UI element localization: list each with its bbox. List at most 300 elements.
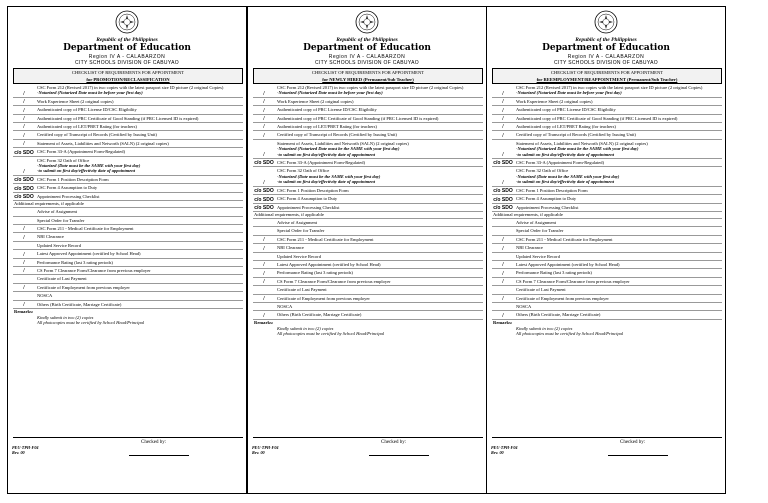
requirement-row [253,159,483,167]
csdo-mark: c/o SDO [493,204,513,211]
requirement-text: Certified copy of Transcript of Records (Certified by Issuing Unit) [277,132,397,138]
deped-seal-icon [355,10,379,34]
additional-row [253,261,483,269]
remarks-line-2: All photocopies must be certified by School Head/Principal [277,331,385,337]
check-mark: / [502,270,504,277]
additional-text: Updated Service Record [277,253,321,259]
requirement-row [253,204,483,212]
additional-row [253,311,483,319]
csdo-mark: c/o SDO [254,196,274,203]
additional-row [13,267,243,275]
additional-text: Performance Rating (last 3 rating periods) [37,259,113,265]
deped-seal-icon [594,10,618,34]
requirement-row [13,123,243,131]
check-mark: / [23,116,25,123]
requirement-text: CSC Form 212 (Revised 2017) in two copies with the latest passport size ID picture (2 original Copies) [516,85,703,90]
remarks-line-1: Kindly submit in two (2) copies [277,325,334,331]
requirement-row [253,131,483,139]
requirement-row [492,140,722,159]
check-mark: / [502,90,504,97]
requirement-text: Appointment Processing Checklist [37,193,100,199]
requirement-text-block [37,157,243,175]
additional-heading: Additional requirements, if applicable [253,212,483,219]
requirement-text-block [516,204,722,211]
csdo-mark: c/o SDO [14,194,34,201]
form-code [12,445,39,455]
requirement-row [253,106,483,114]
additional-row [13,208,243,216]
additional-text: Performance Rating (last 3 rating periods) [277,270,353,276]
check-mark: / [23,251,25,258]
requirement-note: -Notarized (Notarized Date must be before your first day) [37,90,143,96]
requirement-subnote: -to submit on first day/effectivity date of appointment [37,168,136,174]
requirement-text: Authenticated copy of PRC License ID/CSC Eligibility [37,107,137,113]
requirement-text-block [277,159,483,166]
additional-row [492,227,722,235]
requirement-row [253,195,483,203]
additional-row [253,236,483,244]
requirement-text: Authenticated copy of LET/PBET Rating (for teachers) [37,124,137,130]
additional-text: Advise of Assignment [277,219,317,225]
check-mark: / [263,262,265,269]
requirement-note: -Notarized (Notarized Date must be before your first day) [277,90,383,96]
requirement-row [492,115,722,123]
checklist-sheet-reemployment [486,6,726,494]
requirement-note: -Notarized (Notarized Date must be the SAME with your first day) [516,146,639,152]
requirement-text: Work Experience Sheet (2 original copies) [37,98,114,104]
requirements-list [492,84,722,337]
additional-text: Special Order for Transfer [277,228,325,234]
requirement-text-block [516,106,722,113]
additional-text: CSC Form 211 - Medical Certificate for Employment [516,236,613,242]
requirement-row [492,187,722,195]
check-mark: / [263,245,265,252]
requirement-row [13,84,243,98]
requirement-text: CSC Form 32 Oath of Office [516,168,569,174]
requirement-text: CSC Form 212 (Revised 2017) in two copies with the latest passport size ID picture (2 original Copies) [37,85,224,90]
requirement-row [253,167,483,186]
checklist-heading [13,68,243,84]
additional-text: Updated Service Record [516,253,560,259]
requirement-text-block [37,140,243,147]
requirement-text-block [277,123,483,130]
checklist-heading [492,68,722,84]
additional-row [13,233,243,241]
additional-row [492,253,722,261]
additional-text: NOSCA [37,293,53,299]
additional-text: Advise of Assignment [516,219,556,225]
additional-text: CS Form 7 Clearance Form/Clearance from previous employer [516,278,630,284]
additional-row [13,225,243,233]
additional-row [253,227,483,235]
check-mark: / [263,99,265,106]
check-mark: / [23,226,25,233]
requirement-text: Authenticated copy of PRC License ID/CSC Eligibility [516,107,616,113]
check-mark: / [502,279,504,286]
requirement-subnote: -to submit on first day/effectivity date of appointment [516,179,615,185]
requirement-note: -Notarized (Notarized Date must be before your first day) [516,90,622,96]
requirement-row [253,84,483,98]
remarks-line-1: Kindly submit in two (2) copies [37,314,94,320]
check-mark: / [502,179,504,186]
requirement-row [492,106,722,114]
check-mark: / [23,90,25,97]
requirement-row [253,115,483,123]
check-mark: / [263,279,265,286]
requirement-text: Work Experience Sheet (2 original copies) [516,98,593,104]
additional-text: Others (Birth Certificate, Marriage Certificate) [516,312,601,318]
additional-row [253,244,483,252]
additional-row [253,286,483,294]
additional-text: CS Form 7 Clearance Form/Clearance from previous employer [37,267,151,273]
check-mark: / [23,301,25,308]
csdo-mark: c/o SDO [254,204,274,211]
checklist-subtitle: for REEMPLOYMENT/REAPPOINTMENT (Permanent/Sub Teacher) [536,77,678,82]
checklist-title: CHECKLIST OF REQUIREMENTS FOR APPOINTMENT [71,70,185,75]
region-line: Region IV A - CALABARZON [328,54,406,60]
csdo-mark: c/o SDO [14,177,34,184]
csdo-mark: c/o SDO [493,160,513,167]
requirement-row [253,140,483,159]
requirement-text-block [37,148,243,155]
requirement-text: Authenticated copy of PRC Certificate of Good Standing (if PRC Licensed ID is expired) [516,115,678,121]
region-line: Region IV A - CALABARZON [88,54,166,60]
requirement-row [13,193,243,201]
additional-row [13,275,243,283]
remarks-line-2: All photocopies must be certified by School Head/Principal [37,320,145,326]
check-mark: / [502,107,504,114]
check-mark: / [263,124,265,131]
form-revision: Rev. 00 [12,450,25,455]
check-mark: / [23,168,25,175]
requirement-row [13,148,243,156]
additional-text: Certificate of Employment from previous employer [37,284,130,290]
additional-text: Latest Approved Appointment (certified by School Head) [516,261,620,267]
form-code [252,445,279,455]
requirement-text-block [516,131,722,138]
requirement-row [492,204,722,212]
requirement-text-block [277,140,483,158]
requirement-text-block [277,115,483,122]
requirement-text: CSC Form 33-A (Appointment Form-Regulated) [37,149,125,155]
check-mark: / [502,116,504,123]
republic-line: Republic of the Philippines [96,37,158,43]
requirement-text-block [37,106,243,113]
check-mark: / [23,285,25,292]
region-line: Region IV A - CALABARZON [567,54,645,60]
requirement-text: Certified copy of Transcript of Records (Certified by Issuing Unit) [516,132,636,138]
additional-text: CSC Form 211 - Medical Certificate for Employment [37,225,134,231]
requirement-row [13,106,243,114]
checklist-heading [253,68,483,84]
check-mark: / [502,245,504,252]
checked-by-label: Checked by: [620,440,646,445]
csdo-mark: c/o SDO [14,185,34,192]
republic-line: Republic of the Philippines [336,37,398,43]
requirement-text: Authenticated copy of PRC License ID/CSC Eligibility [277,107,377,113]
requirement-row [492,84,722,98]
requirement-text: Work Experience Sheet (2 original copies) [277,98,354,104]
check-mark: / [23,99,25,106]
signature-line [369,455,429,456]
checklist-sheet-newly-hired [247,6,487,494]
additional-text: Advise of Assignment [37,209,77,215]
form-code-number: PEU-TPH-F04 [252,445,279,450]
requirement-row [13,140,243,148]
check-mark: / [23,107,25,114]
requirement-text-block [516,167,722,185]
requirement-text: Statement of Assets, Liabilities and Networth (SALN) (2 original copies) [277,140,409,146]
requirement-row [13,98,243,106]
additional-heading: Additional requirements, if applicable [13,201,243,208]
additional-text: Certificate of Last Payment [516,287,566,293]
additional-row [492,269,722,277]
csdo-mark: c/o SDO [14,149,34,156]
additional-text: NBI Clearance [37,234,64,240]
additional-row [13,242,243,250]
division-line: CITY SCHOOLS DIVISION OF CABUYAO [75,60,179,66]
remarks-line-1: Kindly submit in two (2) copies [516,325,573,331]
requirement-text-block [516,159,722,166]
additional-row [492,244,722,252]
additional-text: Certificate of Employment from previous employer [516,295,609,301]
check-mark: / [263,270,265,277]
additional-text: Updated Service Record [37,242,81,248]
requirement-text-block [277,167,483,185]
requirement-text: Appointment Processing Checklist [277,204,340,210]
checked-by-section [492,437,722,445]
checked-by-section [253,437,483,445]
requirement-text: CSC Form 212 (Revised 2017) in two copies with the latest passport size ID picture (2 original Copies) [277,85,464,90]
requirement-row [492,131,722,139]
form-revision: Rev. 00 [252,450,265,455]
requirement-text-block [277,98,483,105]
csdo-mark: c/o SDO [493,196,513,203]
additional-text: Special Order for Transfer [516,228,564,234]
additional-row [492,236,722,244]
form-code-number: PEU-TPH-F04 [491,445,518,450]
additional-text: Certificate of Last Payment [37,276,87,282]
requirement-note: -Notarized (Date must be the SAME with your first day) [516,173,620,179]
check-mark: / [263,132,265,139]
check-mark: / [502,99,504,106]
requirement-row [13,115,243,123]
additional-heading: Additional requirements, if applicable [492,212,722,219]
requirement-row [13,157,243,176]
form-code-number: PEU-TPH-F04 [12,445,39,450]
remarks-label: Remarks: [14,308,34,314]
requirement-text: CSC Form 4 Assumption to Duty [37,185,98,191]
form-revision: Rev. 00 [491,450,504,455]
checked-by-label: Checked by: [381,440,407,445]
requirement-text-block [277,204,483,211]
checklist-title: CHECKLIST OF REQUIREMENTS FOR APPOINTMENT [311,70,425,75]
requirement-note: -Notarized (Notarized Date must be the SAME with your first day) [277,146,400,152]
additional-row [13,259,243,267]
requirement-text-block [37,84,243,97]
requirement-text-block [37,193,243,200]
additional-text: Others (Birth Certificate, Marriage Certificate) [277,312,362,318]
requirement-text: CSC Form 33-A (Appointment Form-Regulated) [516,160,604,166]
check-mark: / [23,124,25,131]
checklist-subtitle: for PROMOTION/RECLASSIFICATION [86,77,170,82]
csdo-mark: c/o SDO [254,188,274,195]
requirement-subnote: -to submit on first day/effectivity date of appointment [277,151,376,157]
requirement-text-block [277,84,483,97]
requirement-text: Authenticated copy of PRC Certificate of Good Standing (if PRC Licensed ID is expired) [277,115,439,121]
check-mark: / [502,262,504,269]
additional-text: Performance Rating (last 3 rating periods) [516,270,592,276]
requirement-text: CSC Form 1 Position Description Form [277,187,349,193]
requirement-text: Authenticated copy of LET/PBET Rating (for teachers) [277,124,377,130]
requirement-text-block [277,106,483,113]
additional-row [253,269,483,277]
requirement-row [492,195,722,203]
check-mark: / [263,312,265,319]
check-mark: / [263,237,265,244]
checklist-sheet-promotion [7,6,247,494]
additional-text: Special Order for Transfer [37,217,85,223]
check-mark: / [23,259,25,266]
remarks-line-2: All photocopies must be certified by School Head/Principal [516,331,624,337]
check-mark: / [23,234,25,241]
requirement-text-block [277,195,483,202]
additional-row [13,217,243,225]
requirement-row [492,98,722,106]
requirement-row [253,98,483,106]
requirement-note: -Notarized (Date must be the SAME with your first day) [277,173,381,179]
additional-text: Certificate of Last Payment [277,287,327,293]
additional-text: Latest Approved Appointment (certified by School Head) [277,261,381,267]
additional-text: NOSCA [516,303,532,309]
additional-row [253,303,483,311]
division-line: CITY SCHOOLS DIVISION OF CABUYAO [315,60,419,66]
additional-text: CS Form 7 Clearance Form/Clearance from previous employer [277,278,391,284]
requirement-row [492,159,722,167]
deped-seal-icon [115,10,139,34]
requirement-text-block [277,131,483,138]
check-mark: / [263,116,265,123]
requirement-row [13,184,243,192]
requirements-list [253,84,483,337]
additional-row [492,278,722,286]
additional-row [492,219,722,227]
check-mark: / [263,152,265,159]
requirement-text-block [516,123,722,130]
additional-text: Others (Birth Certificate, Marriage Certificate) [37,301,122,307]
additional-row [13,301,243,309]
requirement-text-block [37,98,243,105]
additional-row [13,284,243,292]
requirement-text: CSC Form 1 Position Description Form [516,187,588,193]
additional-row [492,303,722,311]
requirement-text-block [516,195,722,202]
requirement-subnote: -to submit on first day/effectivity date of appointment [516,151,615,157]
additional-text: NOSCA [277,303,293,309]
checked-by-label: Checked by: [141,440,167,445]
check-mark: / [23,132,25,139]
requirement-text: CSC Form 33-A (Appointment Form-Regulated) [277,160,365,166]
check-mark: / [23,268,25,275]
requirement-text: CSC Form 4 Assumption to Duty [516,196,577,202]
division-line: CITY SCHOOLS DIVISION OF CABUYAO [554,60,658,66]
check-mark: / [23,141,25,148]
requirement-text-block [516,140,722,158]
check-mark: / [502,152,504,159]
requirement-row [492,123,722,131]
check-mark: / [263,90,265,97]
requirement-text: CSC Form 32 Oath of Office [37,157,90,163]
requirement-row [492,167,722,186]
republic-line: Republic of the Philippines [575,37,637,43]
csdo-mark: c/o SDO [493,188,513,195]
checklist-title: CHECKLIST OF REQUIREMENTS FOR APPOINTMENT [550,70,664,75]
requirement-text-block [37,123,243,130]
requirement-row [253,187,483,195]
requirement-text-block [516,187,722,194]
requirement-text-block [516,98,722,105]
requirement-text: Appointment Processing Checklist [516,204,579,210]
requirements-list [13,84,243,326]
requirement-text: Certified copy of Transcript of Records (Certified by Issuing Unit) [37,132,157,138]
additional-row [253,278,483,286]
requirement-text-block [37,184,243,191]
requirement-text: Authenticated copy of LET/PBET Rating (for teachers) [516,124,616,130]
check-mark: / [502,312,504,319]
check-mark: / [263,179,265,186]
requirement-note: -Notarized (Date must be the SAME with your first day) [37,163,141,169]
requirement-row [13,176,243,184]
requirement-text: Statement of Assets, Liabilities and Networth (SALN) (2 original copies) [516,140,648,146]
requirement-row [253,123,483,131]
csdo-mark: c/o SDO [254,160,274,167]
signature-line [129,455,189,456]
additional-row [492,261,722,269]
additional-row [492,295,722,303]
check-mark: / [502,237,504,244]
additional-text: CSC Form 211 - Medical Certificate for Employment [277,236,374,242]
remarks-label: Remarks: [493,319,513,325]
requirement-text: CSC Form 4 Assumption to Duty [277,196,338,202]
requirement-text: Authenticated copy of PRC Certificate of Good Standing (if PRC Licensed ID is expired) [37,115,199,121]
department-name: Department of Education [63,43,191,53]
additional-row [492,311,722,319]
form-code [491,445,518,455]
requirement-row [13,131,243,139]
requirement-text: CSC Form 1 Position Description Form [37,176,109,182]
requirement-subnote: -to submit on first day/effectivity date of appointment [277,179,376,185]
checked-by-section [13,437,243,445]
check-mark: / [263,295,265,302]
additional-text: Certificate of Employment from previous employer [277,295,370,301]
requirement-text-block [37,131,243,138]
requirement-text: Statement of Assets, Liabilities and Networth (SALN) (2 original copies) [37,140,169,146]
requirement-text-block [37,176,243,183]
additional-row [253,253,483,261]
additional-row [253,219,483,227]
department-name: Department of Education [303,43,431,53]
additional-text: NBI Clearance [516,245,543,251]
additional-row [492,286,722,294]
requirement-text-block [516,115,722,122]
additional-text: NBI Clearance [277,245,304,251]
additional-row [253,295,483,303]
department-name: Department of Education [542,43,670,53]
checklist-subtitle: for NEWLY HIRED (Permanent/Sub Teacher) [322,77,414,82]
requirement-text-block [277,187,483,194]
check-mark: / [263,107,265,114]
remarks-label: Remarks: [254,319,274,325]
